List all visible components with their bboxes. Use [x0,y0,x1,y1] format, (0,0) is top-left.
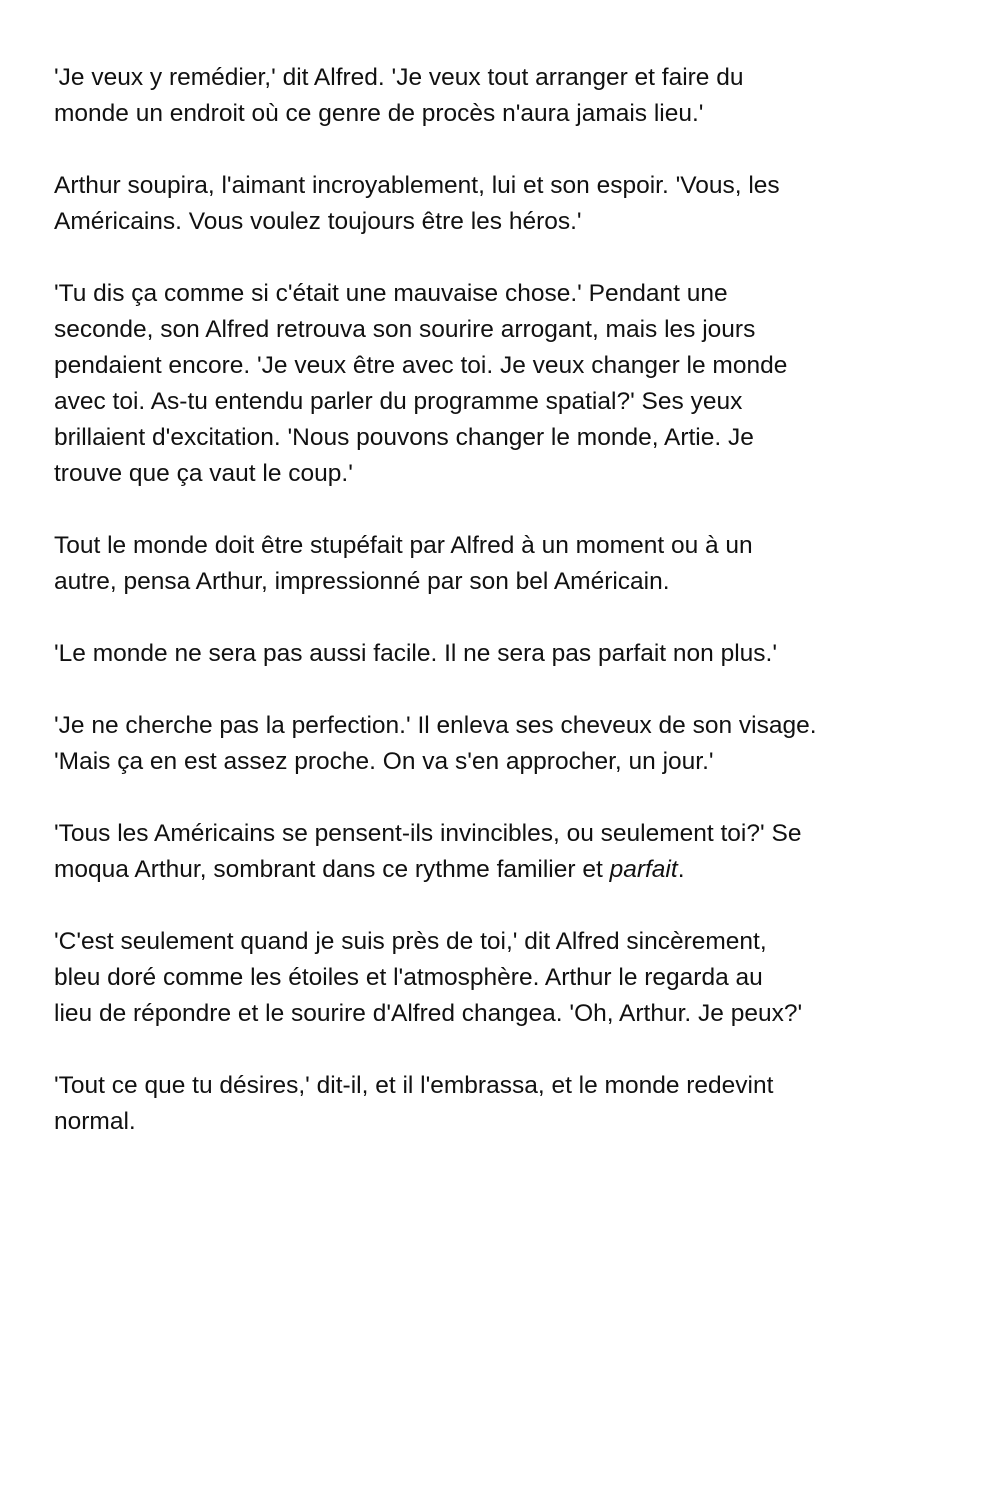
paragraph-1 [54,60,954,132]
text-line: 'Le monde ne sera pas aussi facile. Il ne sera pas parfait non plus.' [54,640,778,667]
text-line: Arthur soupira, l'aimant incroyablement, lui et son espoir. 'Vous, les [54,172,780,199]
text-line: brillaient d'excitation. 'Nous pouvons changer le monde, Artie. Je [54,424,754,451]
text-line: lieu de répondre et le sourire d'Alfred changea. 'Oh, Arthur. Je peux?' [54,1000,803,1027]
emphasized-word: parfait [609,856,678,883]
text-line: trouve que ça vaut le coup.' [54,460,353,487]
paragraph-8 [54,924,954,1032]
text-line-with-emphasis [54,852,954,888]
text-line: 'Tous les Américains se pensent-ils invincibles, ou seulement toi?' Se [54,820,802,847]
text-line: Américains. Vous voulez toujours être les héros.' [54,208,582,235]
text-line: Tout le monde doit être stupéfait par Alfred à un moment ou à un [54,532,753,559]
paragraph-6 [54,708,954,780]
paragraph-3 [54,276,954,492]
paragraph-7 [54,816,954,888]
text-segment: moqua Arthur, sombrant dans ce rythme familier et [54,856,610,883]
document-page [54,60,954,1176]
paragraph-2 [54,168,954,240]
text-line: avec toi. As-tu entendu parler du programme spatial?' Ses yeux [54,388,743,415]
text-line: 'Tout ce que tu désires,' dit-il, et il l'embrassa, et le monde redevint [54,1072,774,1099]
text-line: normal. [54,1108,136,1135]
text-line: 'Je veux y remédier,' dit Alfred. 'Je veux tout arranger et faire du [54,64,744,91]
text-line: pendaient encore. 'Je veux être avec toi. Je veux changer le monde [54,352,788,379]
text-line: 'Mais ça en est assez proche. On va s'en approcher, un jour.' [54,748,714,775]
paragraph-5 [54,636,954,672]
text-line: 'Tu dis ça comme si c'était une mauvaise chose.' Pendant une [54,280,728,307]
text-line: monde un endroit où ce genre de procès n'aura jamais lieu.' [54,100,704,127]
paragraph-4 [54,528,954,600]
text-segment: . [677,856,685,883]
text-line: autre, pensa Arthur, impressionné par son bel Américain. [54,568,670,595]
text-line: seconde, son Alfred retrouva son sourire arrogant, mais les jours [54,316,756,343]
text-line: 'C'est seulement quand je suis près de toi,' dit Alfred sincèrement, [54,928,767,955]
paragraph-9 [54,1068,954,1140]
text-line: 'Je ne cherche pas la perfection.' Il enleva ses cheveux de son visage. [54,712,817,739]
text-line: bleu doré comme les étoiles et l'atmosphère. Arthur le regarda au [54,964,763,991]
